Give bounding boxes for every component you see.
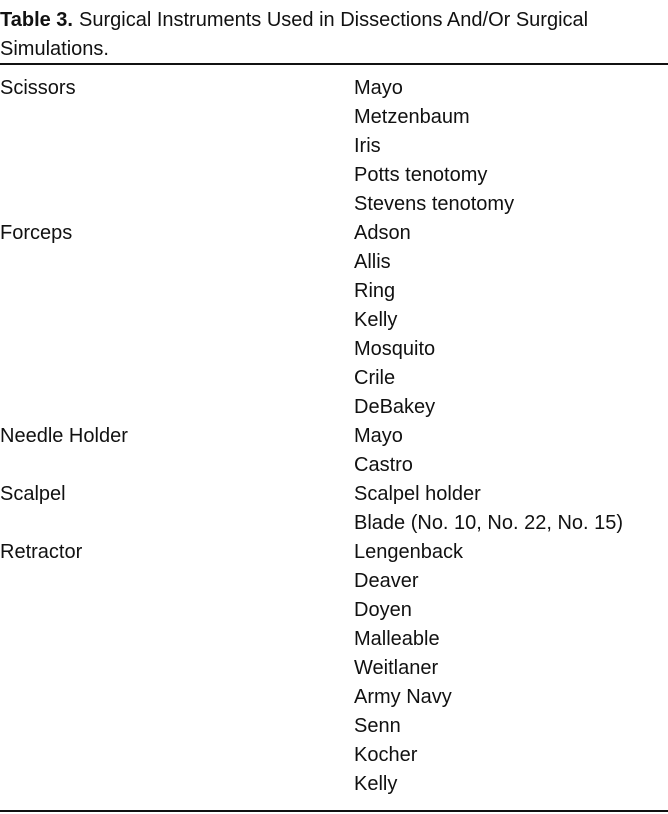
instrument-item: Crile <box>354 367 396 389</box>
category-label: Scalpel <box>0 483 66 505</box>
instrument-item: Lengenback <box>354 541 463 563</box>
instrument-item: Metzenbaum <box>354 106 470 128</box>
instrument-item: Scalpel holder <box>354 483 481 505</box>
instrument-table <box>0 74 668 799</box>
instrument-item: Kocher <box>354 744 418 766</box>
instrument-item: Weitlaner <box>354 657 439 679</box>
instrument-item: Ring <box>354 280 396 302</box>
instrument-item: DeBakey <box>354 396 436 418</box>
category-label: Scissors <box>0 77 76 99</box>
table-group-retractor <box>0 538 668 799</box>
top-rule <box>0 63 668 65</box>
table-group-forceps <box>0 219 668 422</box>
table-title: Surgical Instruments Used in Dissections And/Or Surgical Simulations. <box>0 9 589 60</box>
instrument-item: Senn <box>354 715 401 737</box>
instrument-item: Kelly <box>354 773 398 795</box>
category-label: Retractor <box>0 541 83 563</box>
instrument-item: Kelly <box>354 309 398 331</box>
instrument-item: Mayo <box>354 425 403 447</box>
instrument-item: Deaver <box>354 570 419 592</box>
instrument-item: Blade (No. 10, No. 22, No. 15) <box>354 512 624 534</box>
instrument-item: Castro <box>354 454 413 476</box>
instrument-item: Doyen <box>354 599 412 621</box>
instrument-item: Allis <box>354 251 391 273</box>
table-group-needle-holder <box>0 422 668 480</box>
bottom-rule <box>0 810 668 812</box>
table-caption <box>0 6 668 64</box>
category-label: Forceps <box>0 222 73 244</box>
instrument-item: Iris <box>354 135 381 157</box>
table-group-scissors <box>0 74 668 219</box>
instrument-item: Army Navy <box>354 686 452 708</box>
instrument-item: Stevens tenotomy <box>354 193 515 215</box>
instrument-item: Mosquito <box>354 338 436 360</box>
table-group-scalpel <box>0 480 668 538</box>
instrument-item: Malleable <box>354 628 440 650</box>
table-label: Table 3. <box>0 9 73 31</box>
category-label: Needle Holder <box>0 425 128 447</box>
instrument-item: Potts tenotomy <box>354 164 488 186</box>
instrument-item: Mayo <box>354 77 403 99</box>
instrument-item: Adson <box>354 222 411 244</box>
